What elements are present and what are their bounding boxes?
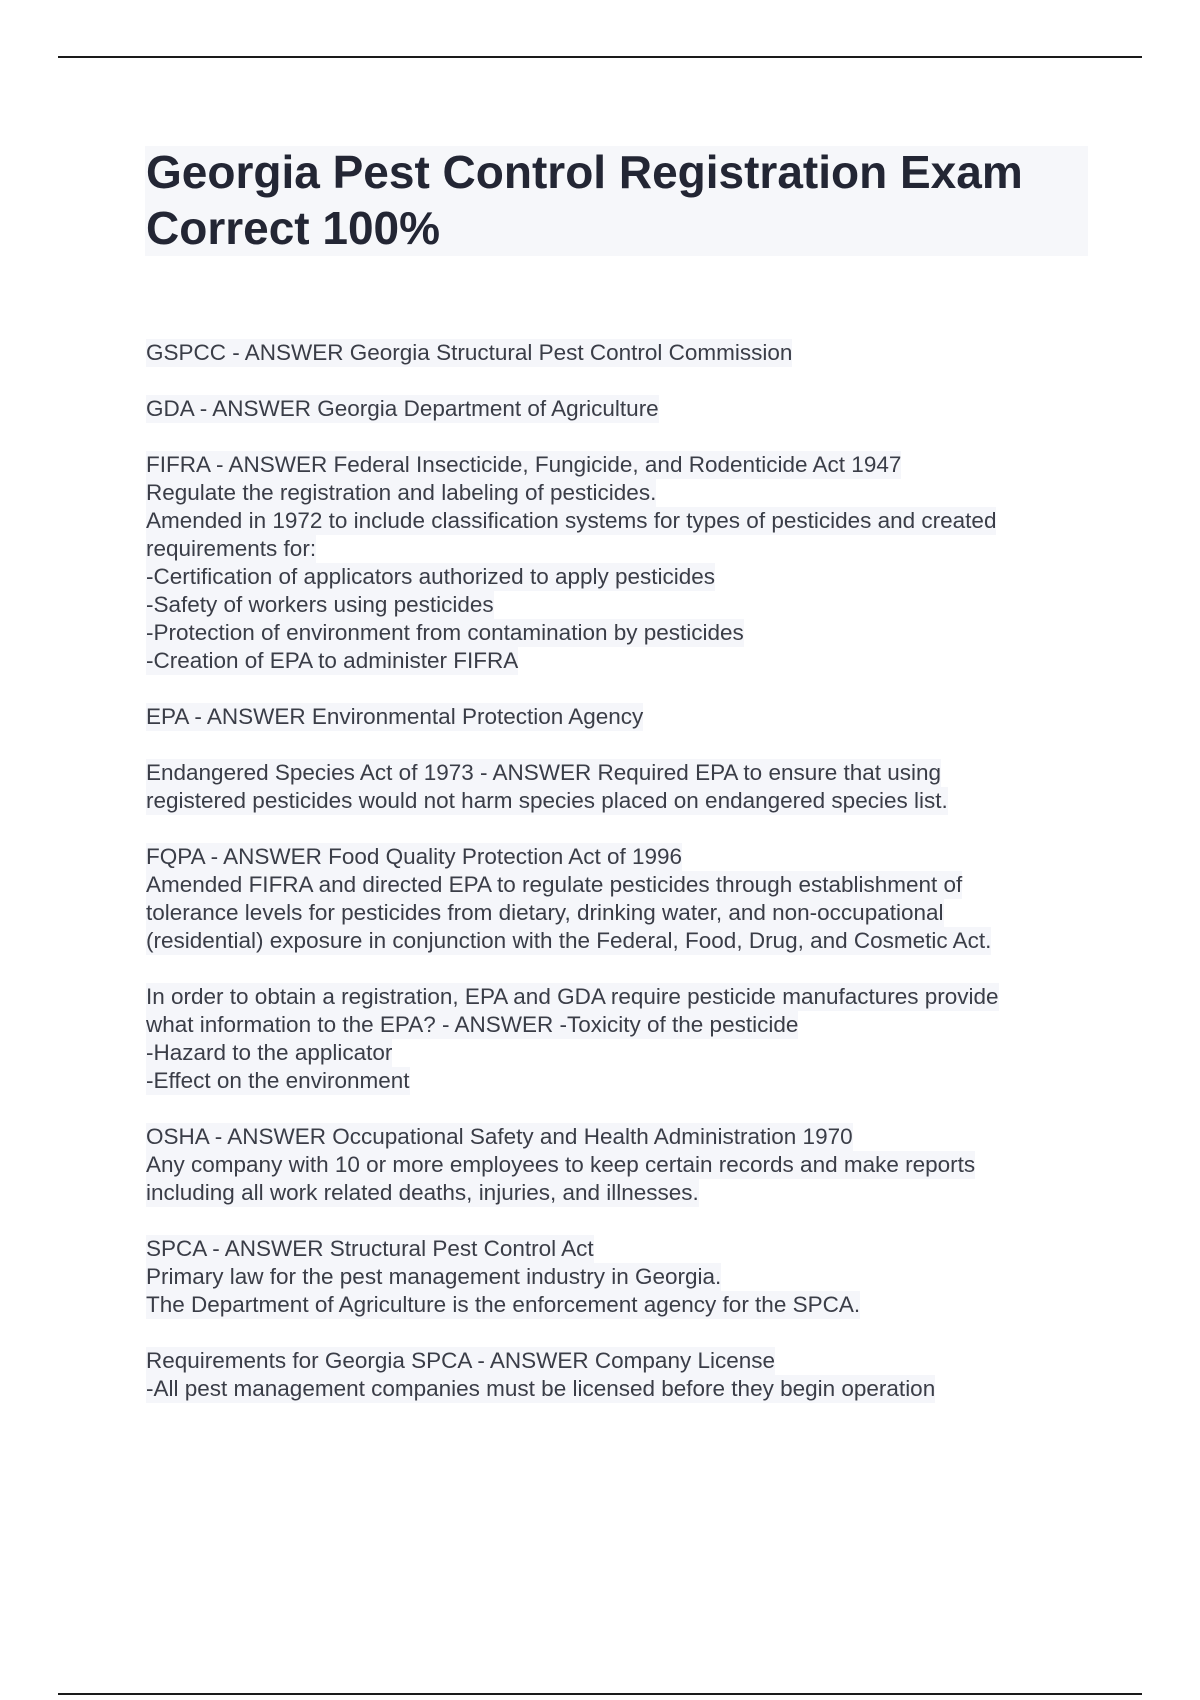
qa-line: In order to obtain a registration, EPA and GDA require pesticide manufactures provide (146, 984, 999, 1009)
qa-line: Endangered Species Act of 1973 - ANSWER Required EPA to ensure that using (146, 760, 942, 785)
qa-line: tolerance levels for pesticides from dietary, drinking water, and non-occupational (146, 900, 944, 925)
bottom-rule (58, 1693, 1142, 1695)
qa-line: -Creation of EPA to administer FIFRA (146, 648, 519, 673)
qa-list (146, 339, 1106, 1431)
qa-line: Requirements for Georgia SPCA - ANSWER Company License (146, 1348, 776, 1373)
qa-line: Any company with 10 or more employees to keep certain records and make reports (146, 1152, 976, 1177)
qa-line: what information to the EPA? - ANSWER -Toxicity of the pesticide (146, 1012, 799, 1037)
qa-line: Amended in 1972 to include classification systems for types of pesticides and created (146, 508, 997, 533)
qa-line: GDA - ANSWER Georgia Department of Agriculture (146, 396, 659, 421)
qa-entry (146, 451, 1106, 675)
qa-entry (146, 1235, 1106, 1319)
qa-line: requirements for: (146, 536, 317, 561)
page-title (146, 144, 1023, 256)
qa-entry (146, 395, 1106, 423)
qa-entry (146, 703, 1106, 731)
title-line-2: Correct 100% (146, 202, 441, 254)
qa-line: -Effect on the environment (146, 1068, 410, 1093)
qa-entry (146, 1347, 1106, 1403)
title-line-1: Georgia Pest Control Registration Exam (146, 146, 1023, 198)
qa-line: GSPCC - ANSWER Georgia Structural Pest Control Commission (146, 340, 793, 365)
qa-entry (146, 983, 1106, 1095)
qa-line: -Safety of workers using pesticides (146, 592, 494, 617)
qa-line: SPCA - ANSWER Structural Pest Control Act (146, 1236, 594, 1261)
qa-line: -Hazard to the applicator (146, 1040, 393, 1065)
qa-line: OSHA - ANSWER Occupational Safety and Health Administration 1970 (146, 1124, 853, 1149)
qa-entry (146, 339, 1106, 367)
qa-line: FQPA - ANSWER Food Quality Protection Act of 1996 (146, 844, 683, 869)
qa-line: The Department of Agriculture is the enforcement agency for the SPCA. (146, 1292, 861, 1317)
qa-line: -Protection of environment from contamination by pesticides (146, 620, 744, 645)
qa-line: including all work related deaths, injuries, and illnesses. (146, 1180, 699, 1205)
qa-entry (146, 843, 1106, 955)
qa-line: (residential) exposure in conjunction with the Federal, Food, Drug, and Cosmetic Act. (146, 928, 992, 953)
qa-entry (146, 1123, 1106, 1207)
qa-line: Amended FIFRA and directed EPA to regulate pesticides through establishment of (146, 872, 963, 897)
qa-line: Primary law for the pest management industry in Georgia. (146, 1264, 722, 1289)
qa-line: FIFRA - ANSWER Federal Insecticide, Fungicide, and Rodenticide Act 1947 (146, 452, 902, 477)
qa-line: EPA - ANSWER Environmental Protection Agency (146, 704, 644, 729)
qa-line: registered pesticides would not harm species placed on endangered species list. (146, 788, 948, 813)
top-rule (58, 56, 1142, 58)
qa-line: Regulate the registration and labeling of pesticides. (146, 480, 657, 505)
qa-line: -All pest management companies must be licensed before they begin operation (146, 1376, 936, 1401)
qa-entry (146, 759, 1106, 815)
qa-line: -Certification of applicators authorized to apply pesticides (146, 564, 716, 589)
